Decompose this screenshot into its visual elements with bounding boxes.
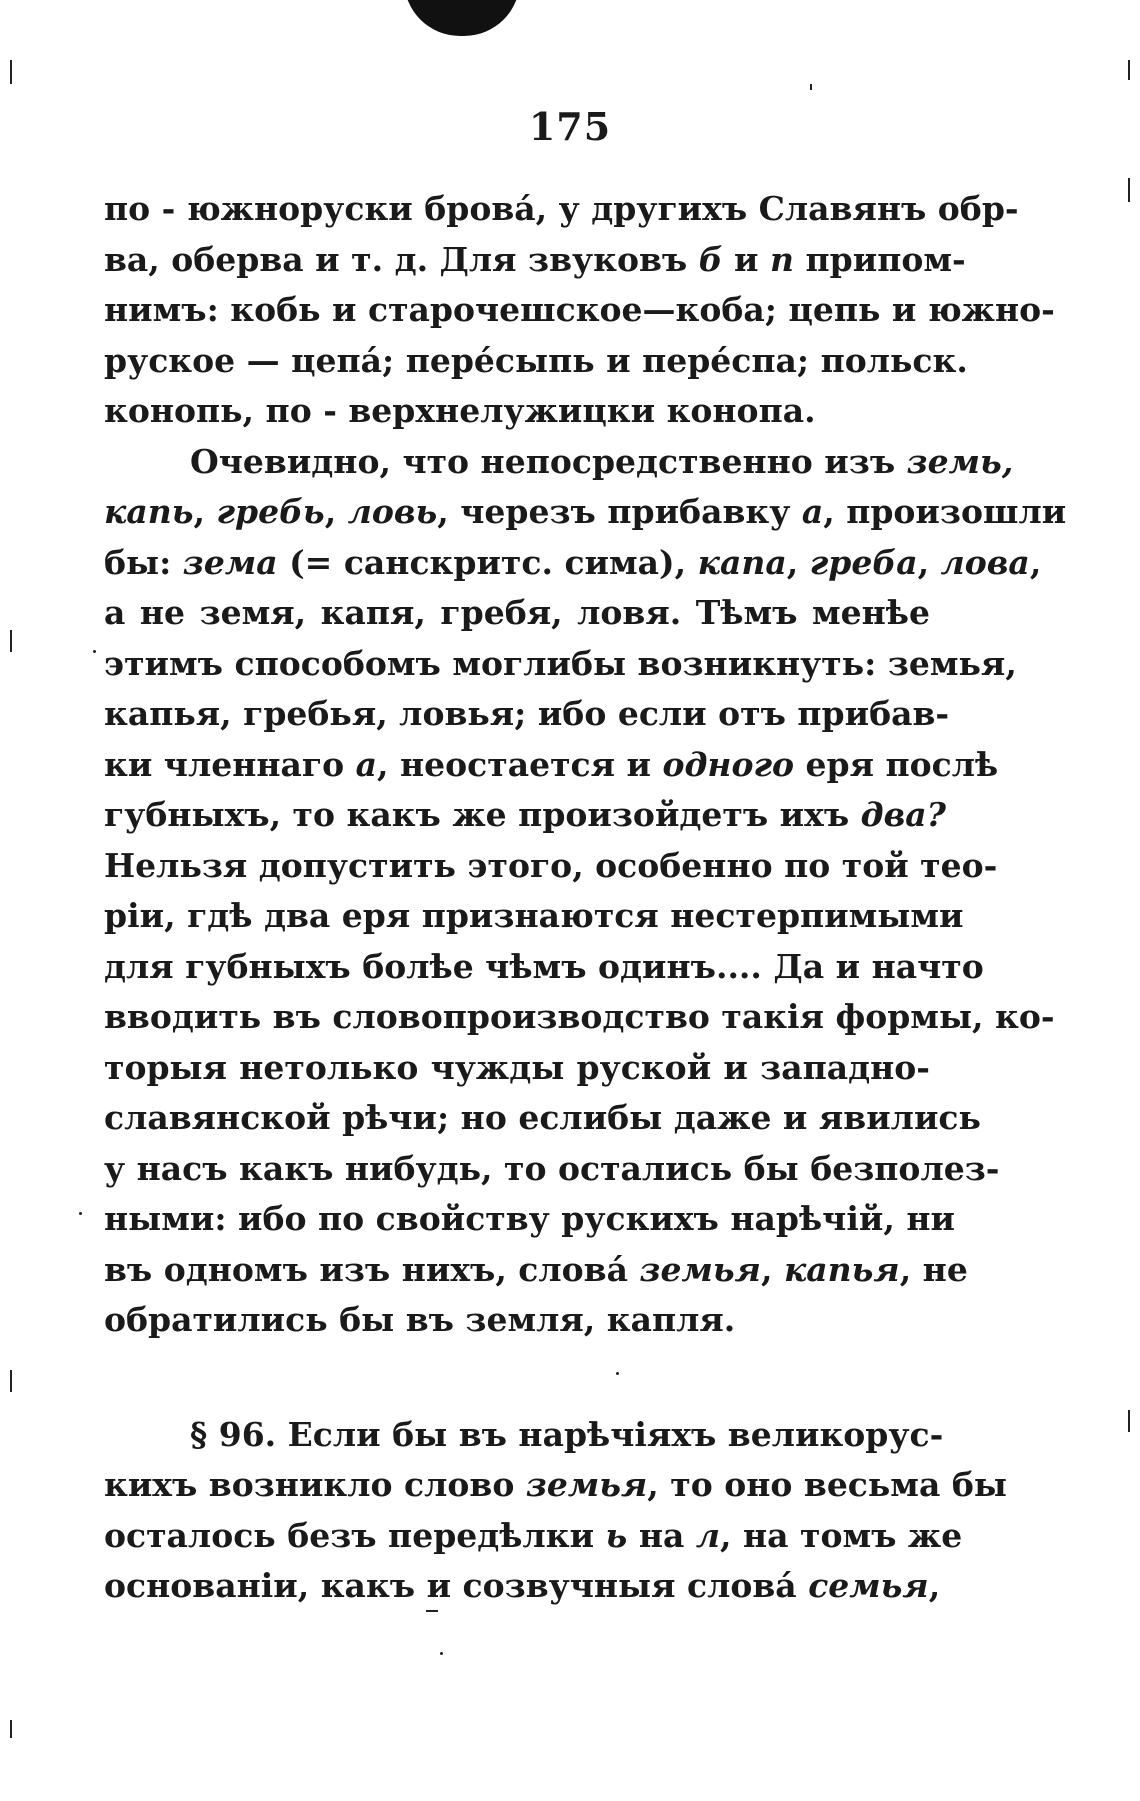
text-run: , то оно весьма бы bbox=[647, 1465, 1007, 1504]
text-run: вводить въ словопроизводство такія формы, ко- bbox=[104, 997, 1055, 1036]
italic-word: одного bbox=[662, 744, 795, 784]
text-run: , произошли bbox=[823, 492, 1067, 531]
margin-mark bbox=[10, 60, 12, 84]
margin-mark bbox=[10, 1720, 12, 1738]
italic-word: греба bbox=[809, 542, 918, 582]
text-line bbox=[104, 1460, 1007, 1511]
italic-word: два? bbox=[860, 795, 946, 834]
text-run: , bbox=[928, 1566, 941, 1605]
text-line bbox=[104, 1194, 955, 1245]
text-line bbox=[104, 588, 930, 639]
text-line bbox=[104, 1144, 1000, 1195]
text-run: губныхъ, то какъ же произойдетъ ихъ bbox=[104, 795, 861, 834]
text-line bbox=[104, 891, 964, 942]
text-run: по - южноруски брова́, у другихъ Славянъ обр- bbox=[104, 189, 1019, 228]
text-run: и bbox=[722, 239, 771, 279]
text-run: ва, оберва и т. д. Для звуковъ bbox=[104, 239, 699, 279]
text-run: , не bbox=[899, 1249, 968, 1289]
text-run: бы: bbox=[104, 542, 183, 582]
text-run: обратились бы въ земля, капля. bbox=[104, 1300, 736, 1339]
text-run: § 96. Если бы въ нарѣчіяхъ великорус- bbox=[190, 1414, 944, 1454]
ink-speck bbox=[426, 1610, 438, 1612]
italic-word: земья bbox=[639, 1249, 761, 1289]
text-run: кихъ возникло слово bbox=[104, 1465, 526, 1504]
margin-mark bbox=[10, 630, 12, 652]
text-run: основаніи, какъ и созвучныя слова́ bbox=[104, 1566, 809, 1605]
italic-word: а bbox=[801, 492, 824, 531]
text-run: , bbox=[193, 492, 217, 531]
text-run: еря послѣ bbox=[794, 744, 999, 784]
margin-mark bbox=[1128, 1410, 1130, 1432]
ink-blot bbox=[404, 0, 520, 36]
text-run: ными: ибо по свойству рускихъ нарѣчій, ни bbox=[104, 1199, 955, 1238]
paragraph-gap bbox=[104, 1346, 930, 1410]
text-line bbox=[104, 1511, 963, 1562]
italic-word: лова bbox=[940, 542, 1030, 582]
margin-mark bbox=[1128, 178, 1130, 202]
page-number: 175 bbox=[528, 104, 612, 149]
text-run: въ одномъ изъ нихъ, слова́ bbox=[104, 1249, 640, 1289]
text-run: осталось безъ передѣлки bbox=[104, 1515, 606, 1555]
text-line bbox=[104, 1245, 968, 1296]
text-run: ріи, гдѣ два еря признаются нестерпимыми bbox=[104, 896, 964, 935]
italic-word: капь bbox=[104, 492, 194, 531]
text-run: конопь, по - верхнелужицки конопа. bbox=[104, 391, 816, 430]
text-line bbox=[104, 285, 1055, 336]
text-line bbox=[104, 538, 1042, 589]
text-run: , bbox=[324, 492, 348, 531]
text-run: капья, гребья, ловья; ибо если отъ прибав- bbox=[104, 694, 950, 733]
text-line bbox=[104, 689, 950, 740]
italic-word: л bbox=[695, 1515, 720, 1555]
text-line bbox=[104, 487, 1067, 538]
ink-speck bbox=[810, 84, 812, 90]
text-run: нимъ: кобь и старочешское—коба; цепь и южно- bbox=[104, 290, 1055, 329]
text-line bbox=[104, 790, 946, 841]
italic-word: а bbox=[355, 744, 378, 784]
text-run: торыя нетолько чужды руской и западно- bbox=[104, 1047, 930, 1087]
text-line bbox=[104, 992, 1055, 1043]
ink-speck bbox=[93, 650, 96, 653]
text-line bbox=[104, 1561, 941, 1612]
text-run: этимъ способомъ моглибы возникнуть: земья, bbox=[104, 643, 1017, 683]
text-line bbox=[104, 386, 930, 437]
text-run: у насъ какъ нибудь, то остались бы безполез- bbox=[104, 1148, 1000, 1188]
text-run: (= санскритс. сима), bbox=[277, 542, 698, 582]
text-run: Очевидно, что непосредственно изъ bbox=[190, 441, 907, 481]
italic-word: семья bbox=[808, 1566, 929, 1605]
text-run: славянской рѣчи; но еслибы даже и явились bbox=[104, 1098, 981, 1137]
text-line bbox=[104, 1043, 930, 1094]
body-text bbox=[104, 184, 1067, 1612]
text-run: , bbox=[760, 1249, 784, 1289]
text-line bbox=[104, 1295, 930, 1346]
text-line bbox=[104, 1410, 944, 1461]
italic-word: капа bbox=[697, 542, 787, 582]
text-line bbox=[104, 841, 998, 892]
italic-word: зема bbox=[182, 542, 278, 582]
margin-mark bbox=[10, 1370, 12, 1392]
italic-word: ь bbox=[605, 1515, 628, 1555]
text-line bbox=[104, 639, 1017, 690]
italic-word: капья bbox=[783, 1249, 900, 1289]
text-run: припом- bbox=[794, 239, 966, 279]
text-line bbox=[104, 942, 984, 993]
ink-speck bbox=[79, 1212, 82, 1215]
italic-word: земья bbox=[525, 1465, 648, 1504]
text-run: , bbox=[1029, 542, 1042, 582]
text-run: , неостается и bbox=[377, 744, 663, 784]
italic-word: земь, bbox=[906, 441, 1014, 481]
text-run: , на томъ же bbox=[720, 1515, 963, 1555]
ink-speck bbox=[616, 1372, 619, 1375]
italic-word: п bbox=[770, 239, 795, 279]
text-line bbox=[104, 437, 1014, 488]
italic-word: гребь bbox=[216, 492, 325, 531]
text-run: , bbox=[786, 542, 810, 582]
text-line bbox=[104, 184, 1019, 235]
text-run: на bbox=[627, 1515, 696, 1555]
italic-word: ловь bbox=[347, 492, 438, 531]
margin-mark bbox=[1128, 60, 1130, 80]
text-line bbox=[104, 740, 999, 791]
text-run: ки членнаго bbox=[104, 744, 356, 784]
text-run: , черезъ прибавку bbox=[437, 492, 802, 531]
text-run: , bbox=[917, 542, 941, 582]
text-line bbox=[104, 235, 966, 286]
text-run: руское — цепа́; пере́сыпь и пере́спа; польск. bbox=[104, 340, 968, 380]
ink-speck bbox=[440, 1652, 443, 1655]
text-run: а не земя, капя, гребя, ловя. Тѣмъ менѣе bbox=[104, 593, 930, 632]
italic-word: б bbox=[698, 239, 723, 279]
text-line bbox=[104, 336, 968, 387]
text-line bbox=[104, 1093, 981, 1144]
text-run: для губныхъ болѣе чѣмъ одинъ.... Да и начто bbox=[104, 946, 984, 986]
text-run: Нельзя допустить этого, особенно по той тео- bbox=[104, 845, 998, 885]
